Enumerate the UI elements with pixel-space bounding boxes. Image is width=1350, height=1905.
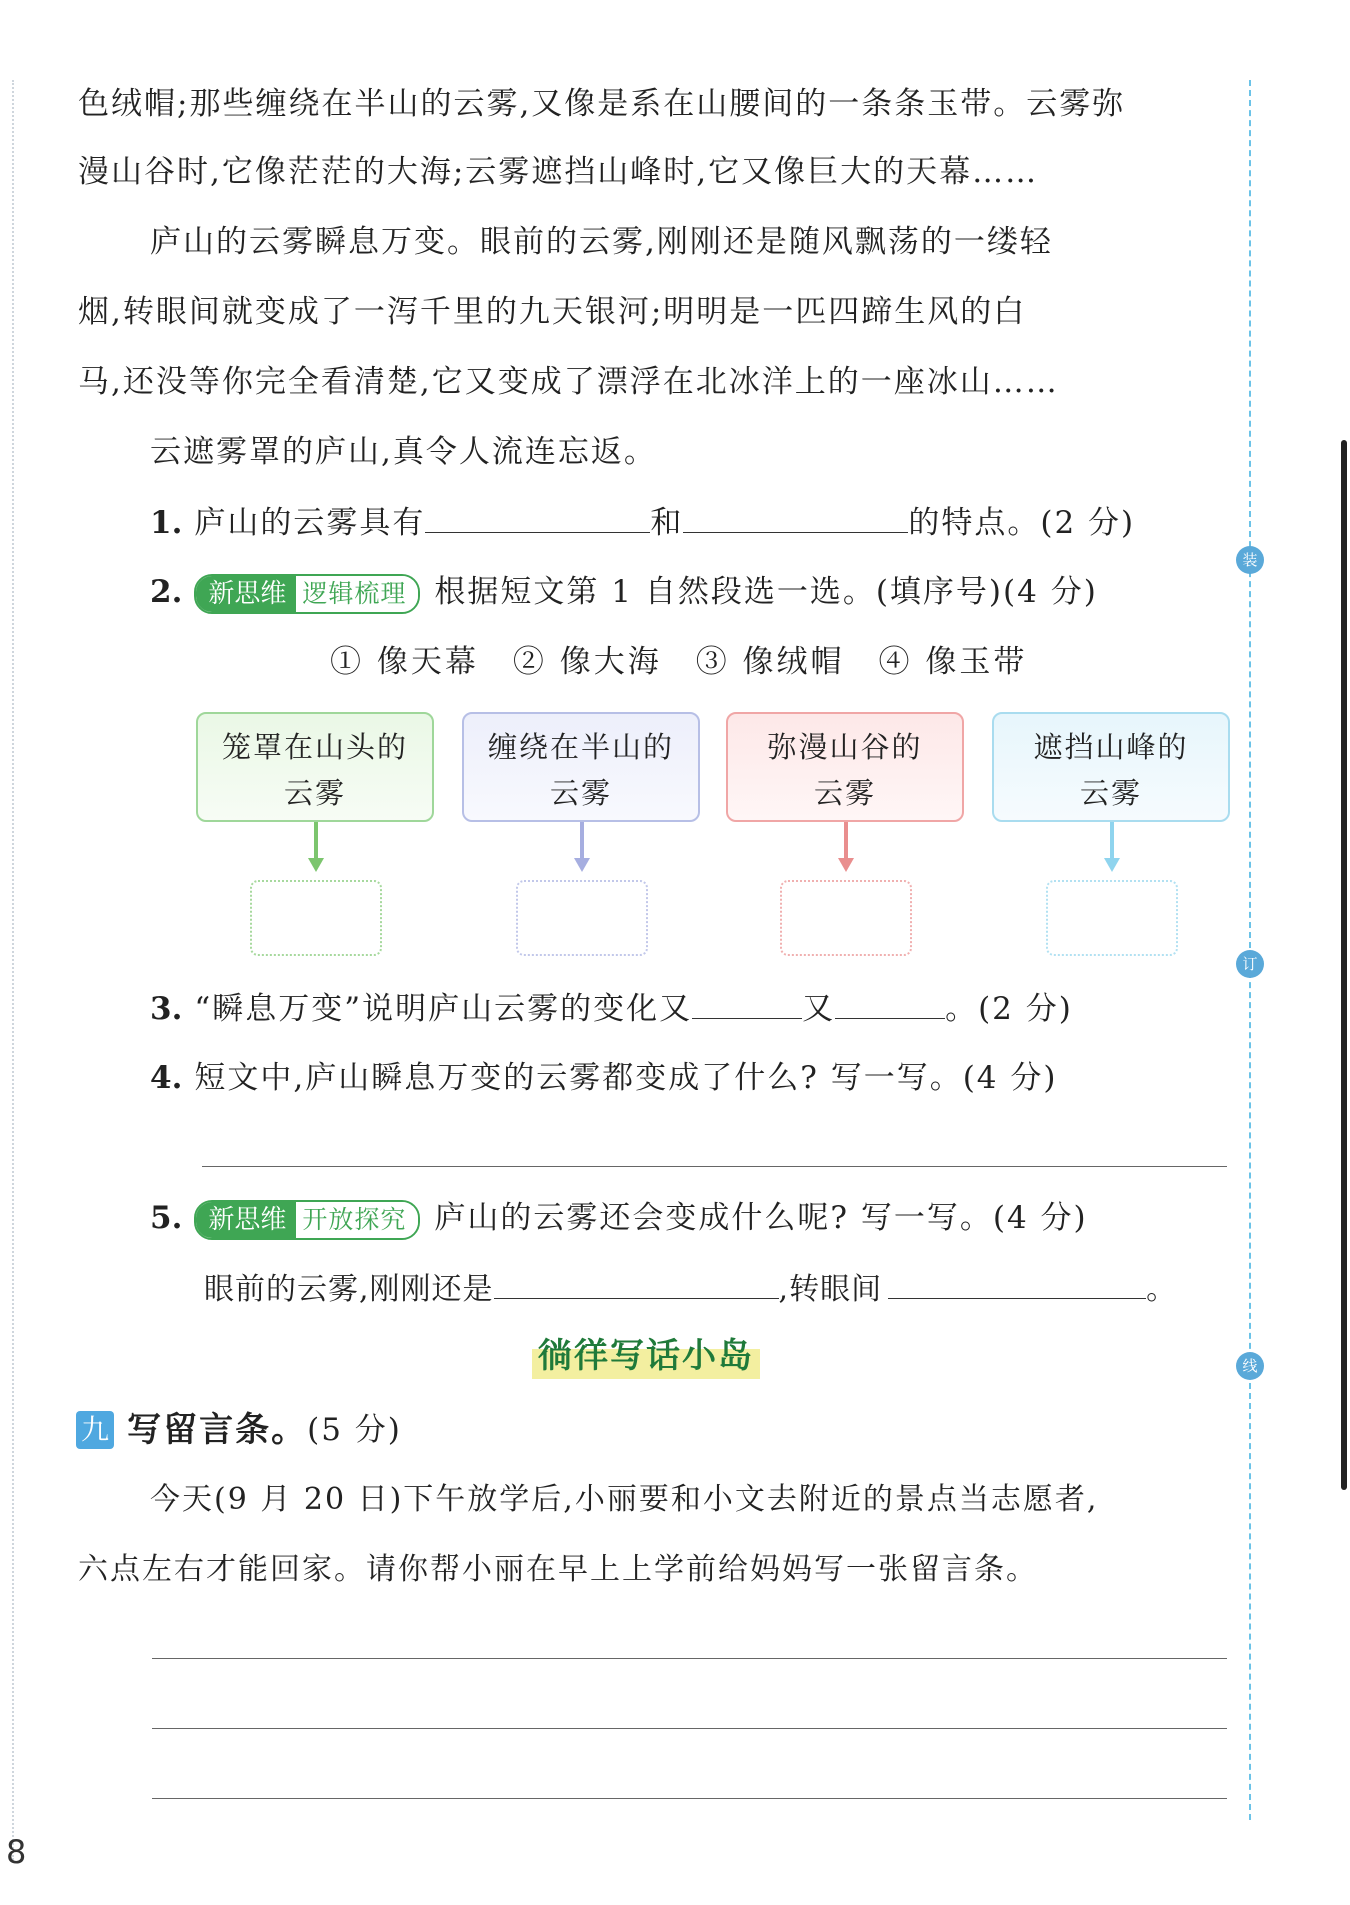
question-4-number: 4. <box>150 1060 183 1096</box>
tag-sub-label: 逻辑梳理 <box>296 576 418 612</box>
cloud-box-1 <box>196 712 434 822</box>
answer-box-2[interactable] <box>516 880 648 956</box>
question-4 <box>150 1058 1057 1098</box>
part-9-title: 写留言条。 <box>127 1410 308 1450</box>
question-1-blank-1[interactable] <box>425 502 650 533</box>
binding-label-xian: 线 <box>1236 1352 1264 1380</box>
arrow-3-head <box>838 858 854 872</box>
passage-line-4: 烟,转眼间就变成了一泻千里的九天银河;明明是一匹四蹄生风的白 <box>78 294 1027 330</box>
question-1-prefix: 庐山的云雾具有 <box>194 505 426 541</box>
question-5-text: 庐山的云雾还会变成什么呢? 写一写。(4 分) <box>434 1200 1088 1236</box>
page-number: 8 <box>6 1833 27 1871</box>
arrow-4-shaft <box>1110 822 1114 862</box>
cloud-box-4-line1: 遮挡山峰的 <box>1033 730 1189 764</box>
part-9-score: (5 分) <box>307 1412 402 1448</box>
question-5-fill-prefix: 眼前的云雾,刚刚还是 <box>204 1272 494 1307</box>
question-5-fill-suffix: 。 <box>1146 1272 1178 1307</box>
question-3-blank-2[interactable] <box>835 988 945 1019</box>
binding-label-ding: 订 <box>1236 950 1264 978</box>
cloud-box-2-line2: 云雾 <box>549 776 612 810</box>
question-5-blank-2[interactable] <box>888 1268 1146 1299</box>
question-3-mid: 又 <box>802 991 836 1027</box>
answer-box-4[interactable] <box>1046 880 1178 956</box>
tag-main-label: 新思维 <box>196 576 296 612</box>
question-2-options: ① 像天幕 ② 像大海 ③ 像绒帽 ④ 像玉带 <box>330 644 1028 680</box>
question-2-number: 2. <box>150 574 183 610</box>
writing-line-1[interactable] <box>152 1658 1227 1659</box>
question-2-text: 根据短文第 1 自然段选一选。(填序号)(4 分) <box>434 574 1098 610</box>
question-3-blank-1[interactable] <box>692 988 802 1019</box>
tag-sub-label-2: 开放探究 <box>296 1202 418 1238</box>
question-2 <box>150 572 1098 614</box>
question-1-number: 1. <box>150 505 183 541</box>
question-3-prefix: “瞬息万变”说明庐山云雾的变化又 <box>194 991 693 1027</box>
cloud-box-2-line1: 缠绕在半山的 <box>487 730 674 764</box>
question-5-fill-mid: ,转眼间 <box>778 1272 883 1307</box>
new-thinking-tag-2 <box>194 1200 420 1240</box>
cloud-box-3-line2: 云雾 <box>813 776 876 810</box>
part-9-line-1: 今天(9 月 20 日)下午放学后,小丽要和小文去附近的景点当志愿者, <box>150 1482 1099 1517</box>
question-1-suffix: 的特点。(2 分) <box>908 505 1136 541</box>
left-margin-line <box>12 80 14 1860</box>
arrow-4-head <box>1104 858 1120 872</box>
answer-box-1[interactable] <box>250 880 382 956</box>
new-thinking-tag <box>194 574 420 614</box>
arrow-2-head <box>574 858 590 872</box>
question-3-number: 3. <box>150 991 183 1027</box>
cloud-box-4 <box>992 712 1230 822</box>
page-edge <box>1341 440 1347 1490</box>
question-3-suffix: 。(2 分) <box>945 991 1073 1027</box>
part-9-line-2: 六点左右才能回家。请你帮小丽在早上上学前给妈妈写一张留言条。 <box>78 1552 1038 1587</box>
tag-main-label-2: 新思维 <box>196 1202 296 1238</box>
cloud-box-3 <box>726 712 964 822</box>
cloud-box-3-line1: 弥漫山谷的 <box>767 730 923 764</box>
question-4-text: 短文中,庐山瞬息万变的云雾都变成了什么? 写一写。(4 分) <box>194 1060 1058 1096</box>
binding-label-zhuang: 装 <box>1236 546 1264 574</box>
passage-line-2: 漫山谷时,它像茫茫的大海;云雾遮挡山峰时,它又像巨大的天幕…… <box>78 154 1039 190</box>
question-4-answer-line[interactable] <box>202 1166 1227 1167</box>
question-5-blank-1[interactable] <box>494 1268 779 1299</box>
part-9-heading <box>76 1408 402 1452</box>
passage-line-6: 云遮雾罩的庐山,真令人流连忘返。 <box>150 434 657 470</box>
section-title-text: 徜徉写话小岛 <box>538 1336 754 1376</box>
passage-line-5: 马,还没等你完全看清楚,它又变成了漂浮在北冰洋上的一座冰山…… <box>78 364 1059 400</box>
passage-line-3: 庐山的云雾瞬息万变。眼前的云雾,刚刚还是随风飘荡的一缕轻 <box>150 224 1053 260</box>
question-1-mid: 和 <box>650 505 684 541</box>
question-5-number: 5. <box>150 1200 183 1236</box>
question-5-fill <box>204 1268 1177 1310</box>
writing-line-3[interactable] <box>152 1798 1227 1799</box>
question-1-blank-2[interactable] <box>683 502 908 533</box>
part-9-badge: 九 <box>76 1411 114 1449</box>
question-1 <box>150 502 1135 543</box>
arrow-2-shaft <box>580 822 584 862</box>
writing-line-2[interactable] <box>152 1728 1227 1729</box>
answer-box-3[interactable] <box>780 880 912 956</box>
cloud-box-1-line2: 云雾 <box>283 776 346 810</box>
section-title <box>532 1333 760 1379</box>
passage-line-1: 色绒帽;那些缠绕在半山的云雾,又像是系在山腰间的一条条玉带。云雾弥 <box>78 86 1126 122</box>
question-3 <box>150 988 1073 1029</box>
arrow-1-shaft <box>314 822 318 862</box>
cloud-box-4-line2: 云雾 <box>1079 776 1142 810</box>
cloud-box-2 <box>462 712 700 822</box>
question-5 <box>150 1198 1088 1240</box>
arrow-1-head <box>308 858 324 872</box>
cloud-box-1-line1: 笼罩在山头的 <box>221 730 408 764</box>
arrow-3-shaft <box>844 822 848 862</box>
